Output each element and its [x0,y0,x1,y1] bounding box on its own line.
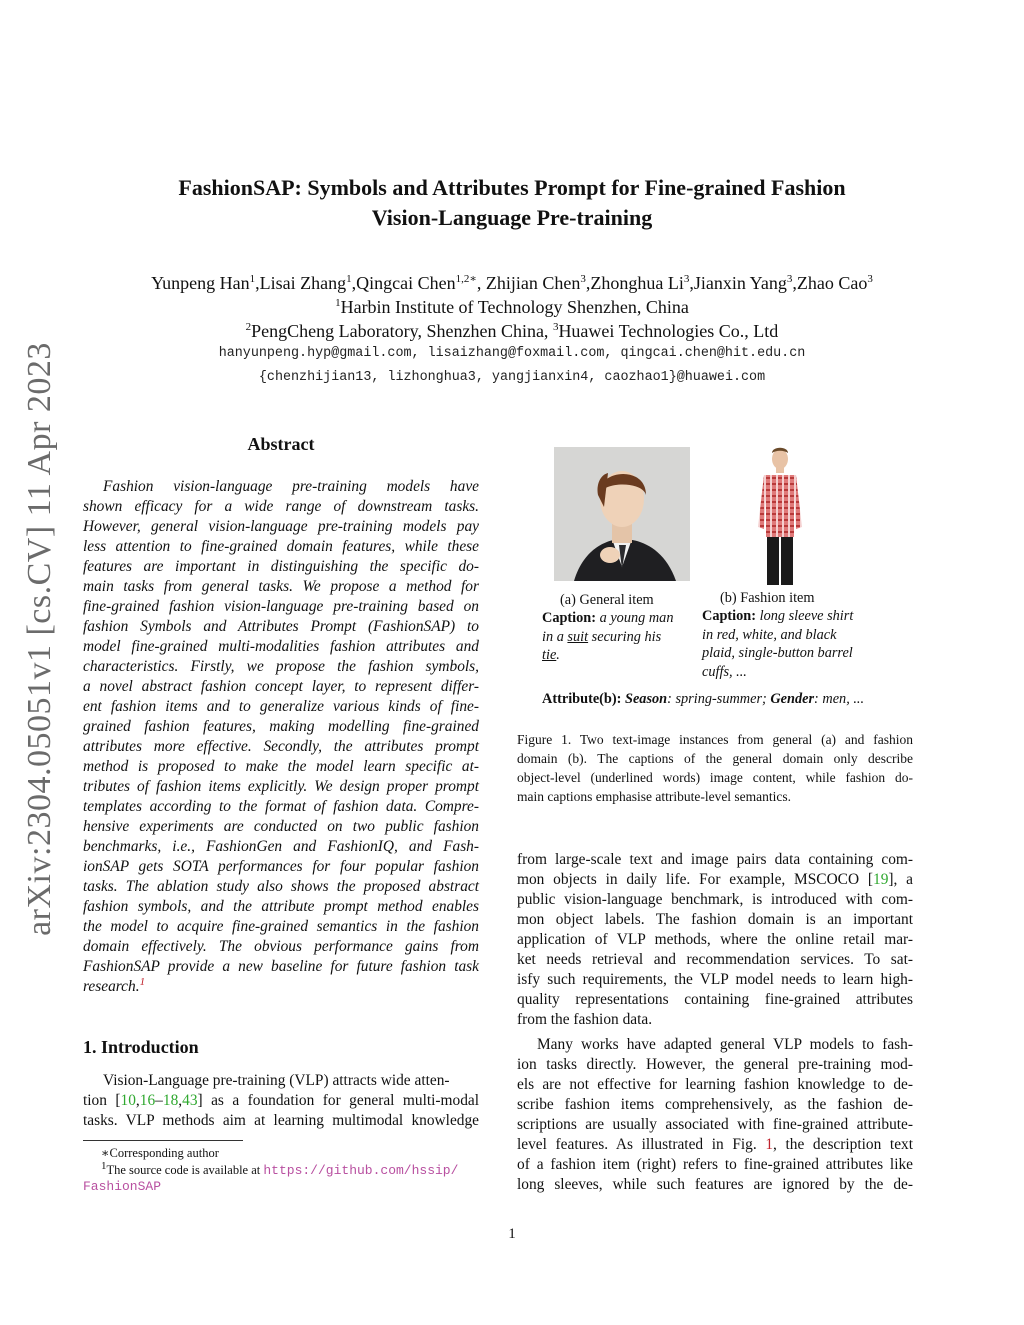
page-number: 1 [508,1226,516,1242]
text-line: the model to acquire fine-grained semantics in the fashion [83,918,479,935]
text-line: method is proposed to make the model learn specific at- [83,758,479,775]
text-line: fine-grained fashion vision-language pre-training based on [83,598,479,615]
text-line: scriptions are usually associated with fine-grained attribute- [517,1116,913,1133]
affiliation-2 [0,319,1024,343]
text-line: public vision-language benchmark, is introduced with com- [517,891,913,908]
text-line: long sleeves, while such features are ignored by the de- [517,1176,913,1193]
text-line: Many works have adapted general VLP models to fash- [537,1036,913,1053]
text-line: from large-scale text and image pairs data containing com- [517,851,913,868]
text-line: ion tasks directly. However, the general pre-training mod- [517,1056,913,1073]
arxiv-side-label: arXiv:2304.05051v1 [cs.CV] 11 Apr 2023 [21,342,58,936]
figure-image-fashion [752,447,808,587]
text-line: mon object labels. The fashion domain is an important [517,911,913,928]
citation-link[interactable]: 10 [120,1092,136,1109]
caption-a-underlined: suit [567,628,589,645]
author-affil-sup: 1 [249,273,256,285]
young-man-suit-image [554,447,690,581]
author-affil-sup: 1 [346,273,352,285]
source-code-url-cont[interactable]: FashionSAP [83,1179,162,1194]
author-list [0,271,1024,295]
caption-line: Figure 1. Two text-image instances from general (a) and fashion [517,732,913,747]
paragraph-text: mon objects in daily life. For example, MSCOCO [ [517,871,873,888]
caption-label: Caption: [542,610,597,626]
text-line: shown efficacy for a wide range of downstream tasks. [83,498,479,515]
affil2-sup2: 3 [552,321,559,333]
citation-link[interactable]: 16 [139,1092,156,1109]
figure-1-caption [517,730,913,806]
text-line: scribe fashion items comprehensively, as the fashion de- [517,1096,913,1113]
attribute-line [542,690,922,709]
paper-title-line1: FashionSAP: Symbols and Attributes Prompt for Fine-grained Fashion [178,175,846,200]
citation-link[interactable]: 19 [873,871,889,888]
author-affil-sup: 3 [580,273,586,285]
citation-link[interactable]: 43 [182,1092,198,1109]
text-line: ket needs retrieval and recommendation services. To sat- [517,951,913,968]
text-line: grained fashion features, making modelling fine-grained [83,718,479,735]
footnote-source [101,1159,481,1179]
text-line: characteristics. Firstly, we propose the fashion symbols, [83,658,479,675]
paragraph-lines [517,1155,913,1195]
caption-b-text: long sleeve shirt [759,608,854,624]
source-code-url[interactable]: https://github.com/hssip/ [263,1163,459,1178]
affil2-sup1: 2 [245,321,252,333]
caption-line: main captions emphasise attribute-level semantics. [517,789,792,804]
footnote-rule [83,1140,243,1141]
text-line: of a fashion item (right) refers to fine-grained attributes like [517,1156,913,1173]
attribute-key: Season [625,691,668,707]
text-line: a novel abstract fashion concept layer, to represent differ- [83,678,479,695]
text-line: main tasks from general tasks. We propose a method for [83,578,479,595]
text-line: isfy such requirements, the VLP model needs to learn high- [517,971,913,988]
text-line: application of VLP methods, where the online retail mar- [517,931,913,948]
email-line-2: {chenzhijian13, lizhonghua3, yangjianxin4, caozhao1}@huawei.com [258,370,766,385]
citation-link[interactable]: 18 [162,1092,179,1109]
right-paragraph-1 [517,850,913,1030]
text-line: However, general vision-language pre-training models pay [83,518,479,535]
affil1-sup: 1 [335,297,341,309]
author-name: ,Zhao Cao [792,273,868,293]
paragraph-lines [517,890,913,1030]
intro-line: tasks. VLP methods aim at learning multimodal knowledge [83,1112,479,1129]
attribute-key: Gender [770,691,815,707]
intro-line [83,1091,479,1111]
paragraph-line [517,1135,913,1155]
text-line: Fashion vision-language pre-training models have [103,478,479,495]
intro-heading: 1. Introduction [83,1037,199,1057]
affil2-text1: PengCheng Laboratory, Shenzhen China, [251,321,553,341]
attribute-value: : spring-summer; [667,691,771,707]
text-line: features are important in distinguishing the specific do- [83,558,479,575]
paragraph-text: , the description text [773,1136,913,1153]
caption-a-text: . [556,647,560,663]
paragraph-lines [517,1035,913,1135]
caption-a-text: in a [542,628,568,645]
caption-b-text: cuffs, ... [702,663,747,680]
footnote-text: The source code is available at [106,1163,264,1177]
text-line: els are not effective for learning fashion knowledge to de- [517,1076,913,1093]
author-name: ,Qingcai Chen [351,273,456,293]
caption-a-text: a young man [599,610,674,626]
text-line: quality representations containing fine-grained attributes [517,991,913,1008]
intro-text: , [178,1092,183,1109]
text-line: hensive experiments are conducted on two public fashion [83,818,479,835]
paper-title-line2: Vision-Language Pre-training [371,205,653,230]
footnote-corresponding: ∗Corresponding author [101,1146,219,1160]
caption-b [702,607,882,681]
paragraph-text: ], a [888,871,914,888]
subfigure-a-label: (a) General item [560,592,654,608]
affiliation-1 [0,295,1024,319]
text-line [83,977,479,997]
text-line: templates according to the format of fashion data. Compre- [83,798,479,815]
text-line: FashionSAP provide a new baseline for future fashion task [83,958,479,975]
paragraph-text: level features. As illustrated in Fig. [517,1136,766,1153]
caption-b-text: plaid, single-button barrel [702,645,853,661]
caption-a-underlined: tie [542,647,557,663]
author-affil-sup: 3 [867,273,873,285]
author-affil-sup: 1,2∗ [455,273,477,285]
email-line-1: hanyunpeng.hyp@gmail.com, lisaizhang@foxmail.com, qingcai.chen@hit.edu.cn [218,346,806,361]
paragraph-lines [517,850,913,870]
text-line: fashion Symbols and Attributes Prompt (FashionSAP) to [83,618,479,635]
intro-line: Vision-Language pre-training (VLP) attracts wide atten- [103,1072,450,1089]
abstract-body [83,477,479,997]
text-line: tasks. The ablation study also shows the proposed abstract [83,878,479,895]
figure-image-general [554,447,690,581]
right-paragraph-2 [517,1035,913,1195]
plaid-shirt-model-image [752,447,808,587]
subfigure-b-label: (b) Fashion item [720,590,815,606]
intro-text: – [155,1092,163,1109]
intro-body [83,1071,479,1131]
attribute-label: Attribute(b): [542,691,622,707]
author-name: Yunpeng Han [151,273,250,293]
figure-ref-link[interactable]: 1 [765,1136,774,1153]
intro-text: , [135,1092,140,1109]
text-line: fashion symbols, and the attribute prompt method enables [83,898,479,915]
text-line: less attention to fine-grained domain features, while these [83,538,479,555]
text-line: ionSAP gets SOTA performances for four popular fashion [83,858,479,875]
caption-label: Caption: [702,608,757,624]
author-name: ,Lisai Zhang [255,273,347,293]
intro-text: tion [ [83,1092,121,1109]
author-name: , Zhijian Chen [476,273,581,293]
text-line: attributes more effective. Secondly, the attributes prompt [83,738,479,755]
caption-line: object-level (underlined words) image content, while fashion do- [517,770,913,785]
text-line: from the fashion data. [517,1011,653,1028]
author-name: ,Jianxin Yang [689,273,787,293]
author-name: ,Zhonghua Li [585,273,684,293]
affil1-text: Harbin Institute of Technology Shenzhen, China [340,297,689,317]
footnote-ref-link[interactable]: 1 [139,975,146,988]
paragraph-line [517,870,913,890]
text-line: model fine-grained multi-modalities fashion attributes and [83,638,479,655]
abstract-heading: Abstract [247,434,315,454]
intro-text: ] as a foundation for general multi-modal [197,1092,479,1109]
caption-b-text: in red, white, and black [702,626,837,643]
caption-a-text: securing his [588,628,662,645]
affil2-text2: Huawei Technologies Co., Ltd [558,321,779,341]
text-line: domain effectively. The obvious performance gains from [83,938,479,955]
text-line: benchmarks, i.e., FashionGen and FashionIQ, and Fash- [83,838,479,855]
author-affil-sup: 3 [683,273,690,285]
attribute-value: : men, ... [814,691,865,707]
text-line: ent fashion items and to generalize various kinds of fine- [83,698,479,715]
author-affil-sup: 3 [786,273,793,285]
text-line: tributes of fashion items explicitly. We design proper prompt [83,778,479,795]
abstract-last-text: research. [83,978,140,995]
caption-a [542,609,692,665]
caption-line: domain (b). The captions of the general domain only describe [517,751,913,766]
footnote-sup: 1 [101,1159,107,1172]
